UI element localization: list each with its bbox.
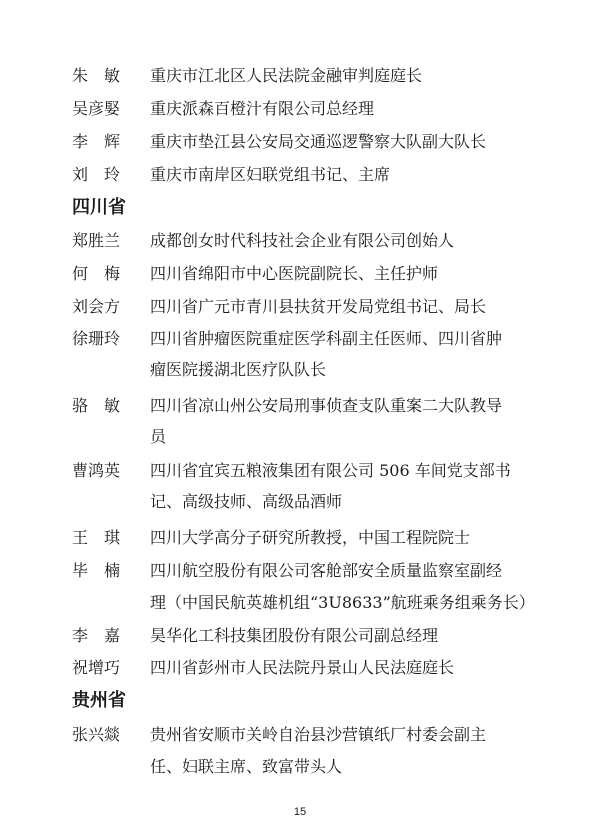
person-title: 四川大学高分子研究所教授，中国工程院院士 [150, 528, 471, 547]
person-title: 成都创女时代科技社会企业有限公司创始人 [150, 231, 455, 250]
person-name: 曹鸿英 [72, 461, 121, 480]
person-name: 刘 玲 [72, 165, 121, 184]
person-title: 四川省广元市青川县扶贫开发局党组书记、局长 [150, 297, 487, 316]
person-name: 何 梅 [72, 264, 121, 283]
section-heading-sichuan: 四川省 [72, 197, 126, 218]
page-number: 15 [293, 806, 307, 818]
person-title: 四川省肿瘤医院重症医学科副主任医师、四川省肿 [150, 329, 503, 348]
person-title: 四川省绵阳市中心医院副院长、主任护师 [150, 264, 439, 283]
person-name: 李 辉 [72, 132, 121, 151]
person-title: 贵州省安顺市关岭自治县沙营镇纸厂村委会副主 [150, 725, 487, 744]
person-title: 重庆市江北区人民法院金融审判庭庭长 [150, 66, 423, 85]
person-name: 刘会方 [72, 297, 121, 316]
person-title: 重庆派森百橙汁有限公司总经理 [150, 99, 375, 118]
section-heading-guizhou: 贵州省 [72, 690, 126, 711]
person-name: 李 嘉 [72, 626, 121, 645]
person-title: 昊华化工科技集团股份有限公司副总经理 [150, 626, 439, 645]
person-name: 张兴燚 [72, 725, 121, 744]
person-title: 重庆市垫江县公安局交通巡逻警察大队副大队长 [150, 132, 487, 151]
person-name: 徐珊玲 [72, 329, 121, 348]
person-name: 郑胜兰 [72, 231, 121, 250]
person-title: 重庆市南岸区妇联党组书记、主席 [150, 165, 391, 184]
person-name: 王 琪 [72, 528, 121, 547]
person-title: 四川省凉山州公安局刑事侦查支队重案二大队教导 [150, 396, 503, 415]
person-title-continued: 记、高级技师、高级品酒师 [150, 492, 343, 511]
person-name: 吴彦婜 [72, 99, 121, 118]
person-title: 四川省宜宾五粮液集团有限公司 506 车间党支部书 [150, 461, 511, 480]
person-name: 骆 敏 [72, 396, 121, 415]
person-title-continued: 员 [150, 427, 167, 446]
person-title: 四川省彭州市人民法院丹景山人民法庭庭长 [150, 658, 455, 677]
person-title-continued: 瘤医院援湖北医疗队队长 [150, 360, 327, 379]
person-name: 毕 楠 [72, 561, 121, 580]
person-title: 四川航空股份有限公司客舱部安全质量监察室副经 [150, 561, 503, 580]
person-title-continued: 任、妇联主席、致富带头人 [150, 757, 343, 776]
person-title-continued: 理（中国民航英雄机组“3U8633”航班乘务组乘务长） [150, 593, 535, 612]
person-name: 祝增巧 [72, 658, 121, 677]
person-name: 朱 敏 [72, 66, 121, 85]
